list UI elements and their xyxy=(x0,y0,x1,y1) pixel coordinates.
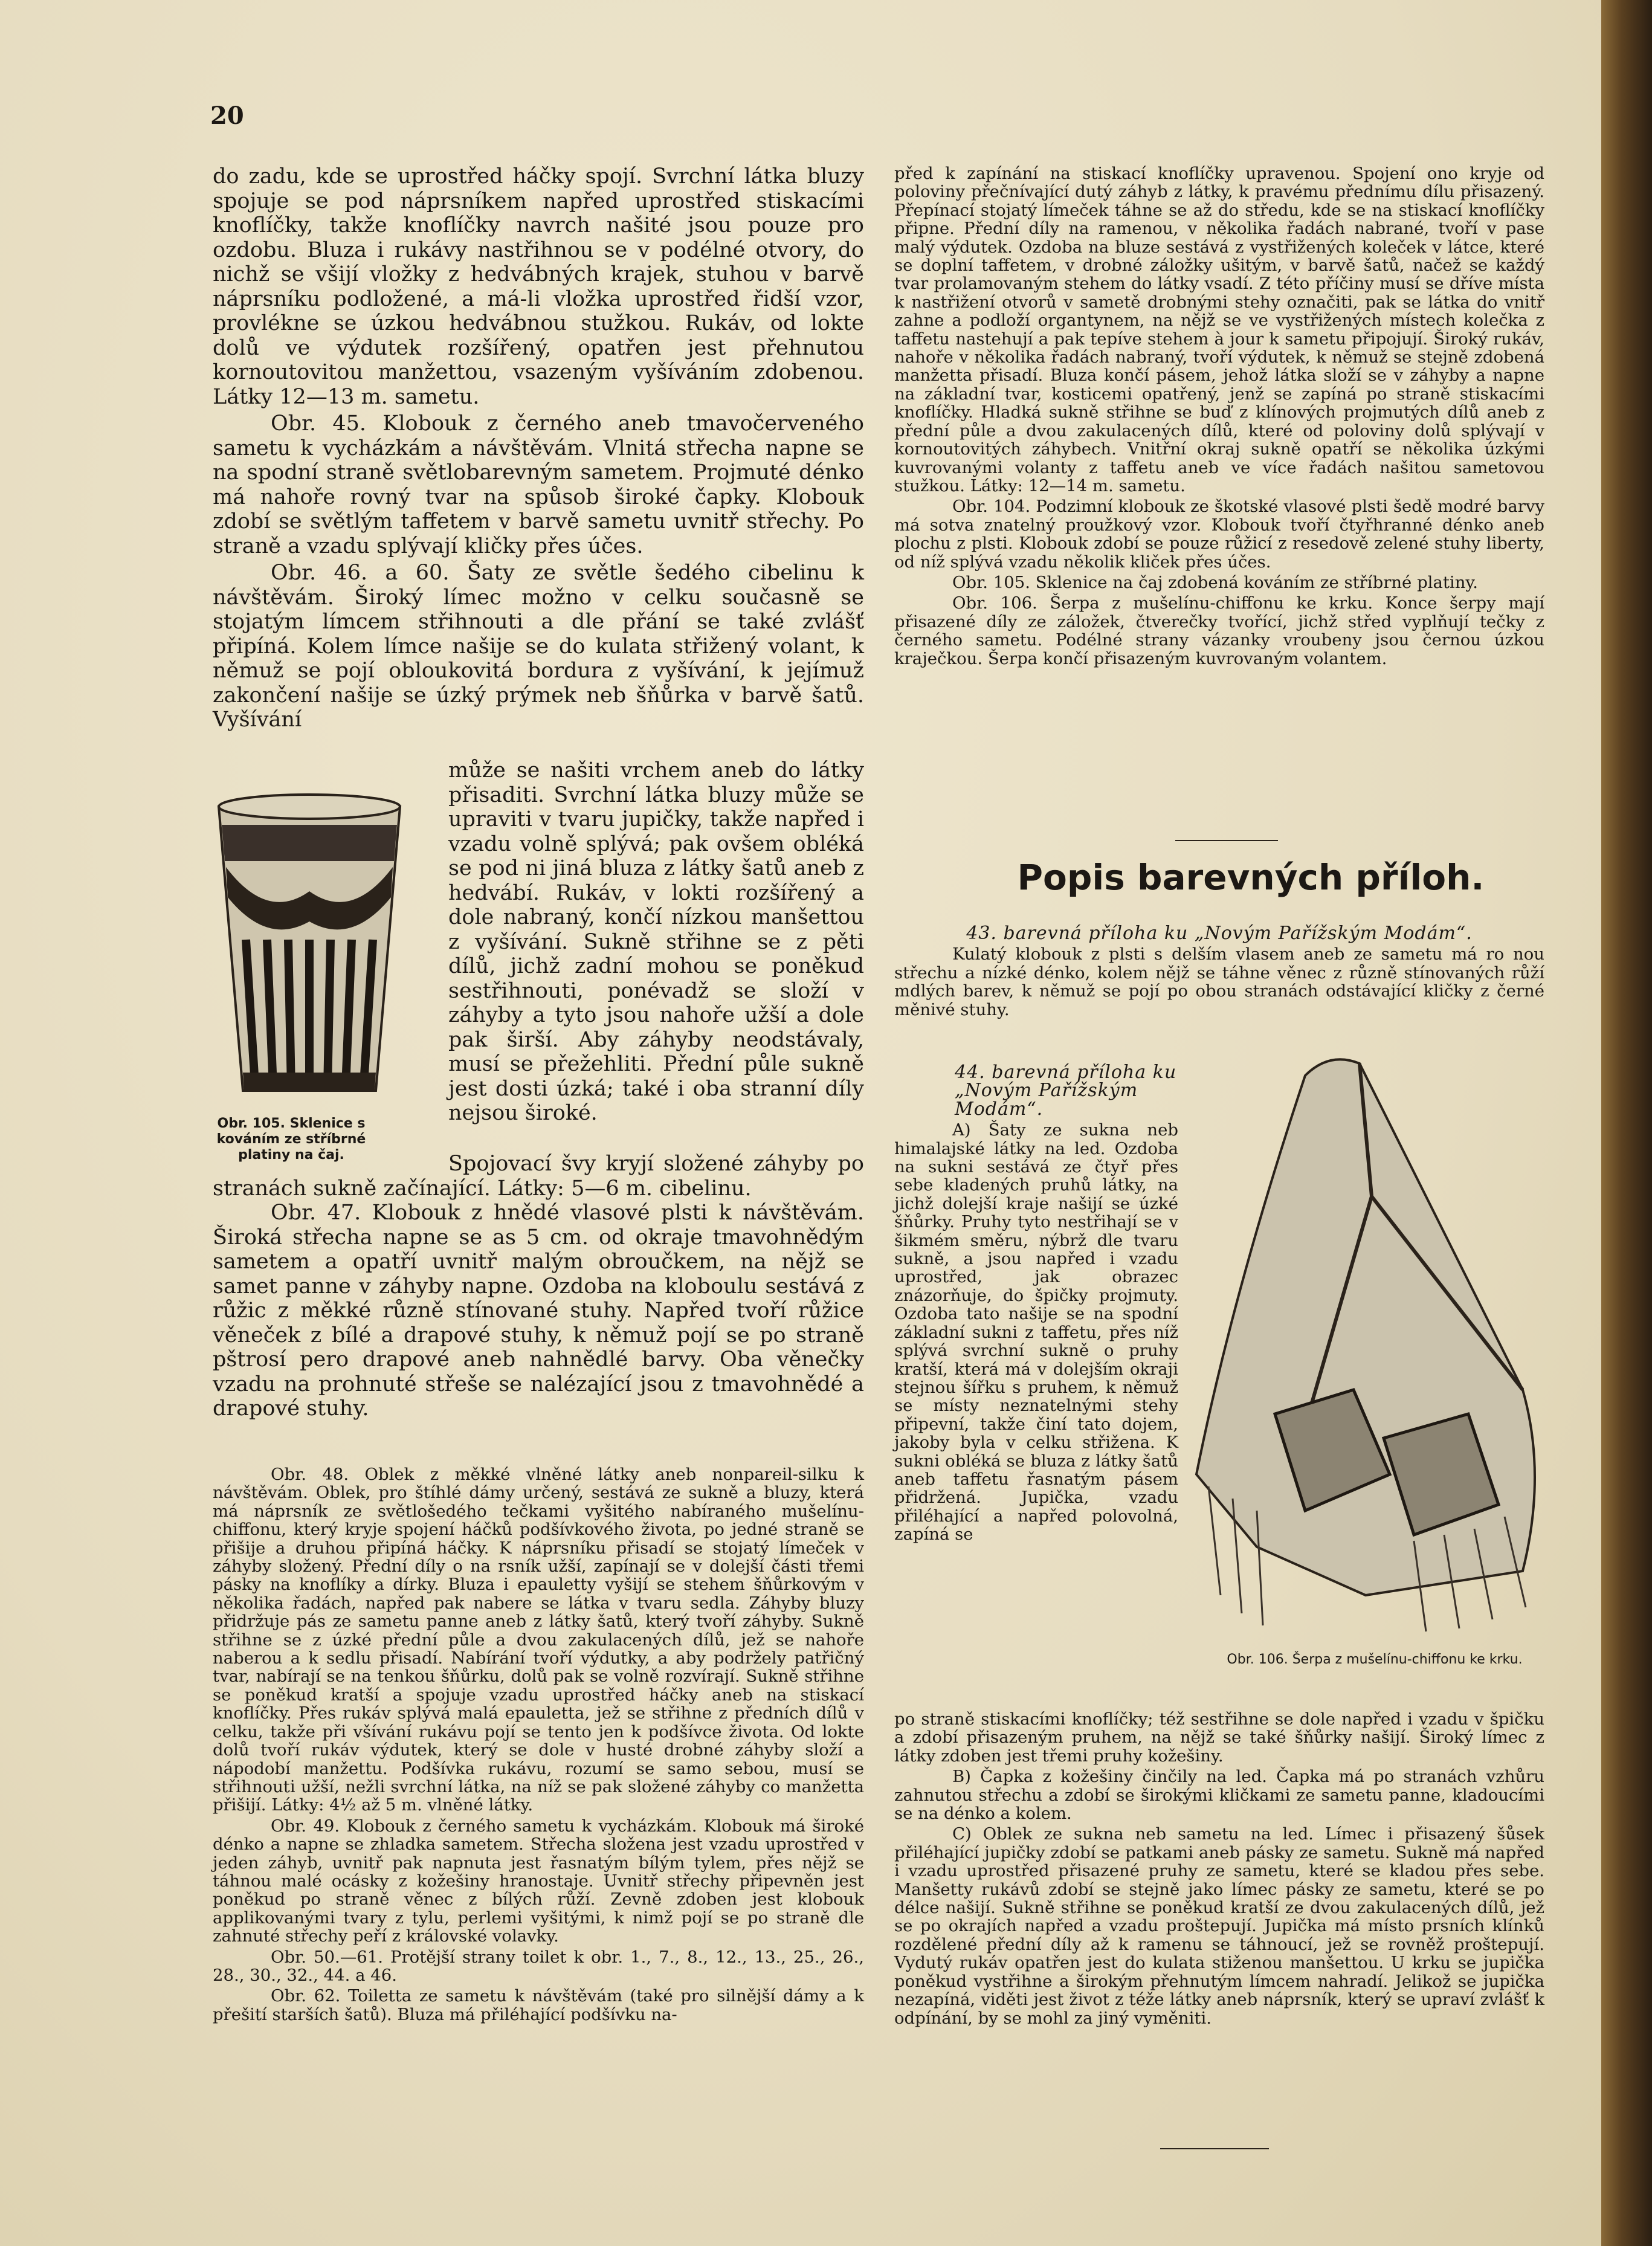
paragraph-obr-47: Obr. 47. Klobouk z hnědé vlasové plsti k návštěvám. Široká střecha napne se as 5 cm. od okraje tmavohnědým sametem a opatří uvnitř malým obroučkem, na nějž se samet panne v záhyby napne. Ozdoba na kloboulu sestává z růžic z měkké různě stínované stuhy. Napřed tvoří růžice věneček z bílé a drapové stuhy, k němuž pojí se po straně pštrosí pero drapové aneb nahnědlé barvy. Oba věnečky vzadu na prohnuté střeše se nalézající jsou z tmavohnědé a drapové stuhy. xyxy=(213,1201,864,1421)
right-column-bottom xyxy=(894,1710,1544,2030)
chiffon-scarf-icon xyxy=(1184,1051,1565,1644)
left-column-after-wrap xyxy=(213,1152,864,1424)
tea-glass-icon xyxy=(195,789,424,1103)
paragraph: do zadu, kde se uprostřed háčky spojí. Svrchní látka bluzy spojuje se pod náprsníkem napřed uprostřed stiskacími knoflíčky, takže knoflíčky navrch našité jsou pouze pro ozdobu. Bluza i rukávy nastřihnou se v podélné otvory, do nichž se všijí vložky z hedvábných krajek, stuhou v barvě náprsníku podložené, a má-li vložka uprostřed řidší vzor, provlékne se úzkou hedvábnou stužkou. Rukáv, od lokte dolů ve výdutek rozšířený, opatřen jest přehnutou kornoutovitou manžettou, vsazeným vyšíváním zdobenou. Látky 12—13 m. sametu. xyxy=(213,164,864,409)
right-column-top xyxy=(894,164,1544,670)
paragraph-after-wrap: Spojovací švy kryjí složené záhyby po stranách sukně začínající. Látky: 5—6 m. cibelinu. xyxy=(213,1152,864,1201)
paragraph-obr-104: Obr. 104. Podzimní klobouk ze škotské vlasové plsti šedě modré barvy má sotva znatelný proužkový vzor. Klobouk tvoří čtyřhranné dénko aneb plochu z plsti. Klobouk zdobí se pouze růžicí z resedově zelené stuhy liberty, od níž splývá vzadu několik kliček přes účes. xyxy=(894,497,1544,572)
left-column-small xyxy=(213,1465,864,2026)
divider xyxy=(1160,2148,1269,2149)
paragraph: před k zapínání na stiskací knoflíčky upravenou. Spojení ono kryje od poloviny přečnívající dutý záhyb z látky, k pravému přednímu dílu přisazený. Přepínací stojatý límeček táhne se až do středu, kde se na stiskací knoflíčky připne. Přední díly na ramenou, v několika řadách nabrané, tvoří v pase malý výdutek. Ozdoba na bluze sestává z vystřižených koleček v látce, které se doplní taffetem, v drobné záložky ušitým, v barvě šatů, načež se každý tvar prolamovaným stehem do látky vsadí. Z této příčiny musí se dříve místa k nastřižení otvorů v sametě drobnými stehy označiti, pak se látka do vnitř zahne a podloží organtynem, na nějž se ve vystřižených místech kolečka z taffetu nastehují a pak tepíve stehem à jour k sametu připojují. Široký rukáv, nahoře v několika řadách nabraný, tvoří výdutek, k němuž se stejně zdobená manžetta přisadí. Bluza končí pásem, jehož látka složí se v záhyby a napne na základní tvar, kosticemi opatřený, jenž se zapíná po straně stiskacími knoflíčky. Hladká sukně střihne se buď z klínových projmutých dílů aneb z přední půle a dvou zakulacených dílů, které od poloviny dolů splývají v kornoutovitých záhybech. Vnitřní okraj sukně opatří se několika úzkými kuvrovanými volanty z taffetu aneb ve více řadách našitou sametovou stužkou. Látky: 12—14 m. sametu. xyxy=(894,164,1544,495)
paragraph-obr-50: Obr. 50.—61. Protější strany toilet k obr. 1., 7., 8., 12., 13., 25., 26., 28., 30., 32., 44. a 46. xyxy=(213,1947,864,1985)
figure-105 xyxy=(195,789,424,1163)
paragraph-44c: C) Oblek ze sukna neb sametu na led. Límec i přisazený šůsek přiléhající jupičky zdobí se patkami aneb pásky ze sametu. Sukně má napřed i vzadu uprostřed přisazené pruhy ze sametu, které se kladou přes sebe. Manšetty rukávů zdobí se stejně jako límec pásky ze sametu, které se po délce našijí. Sukně střihne se poněkud kratší ze dvou zakulacených dílů, jež se po okrajích napřed a vzadu proštepují. Jupička má místo prsních klínků rozdělené přední díly až k ramenu se táhnoucí, jež se rovněž proštepují. Vydutý rukáv opatřen jest do kulata stiženou manšettou. U krku se jupička poněkud vystřihne a širokým přehnutým límcem nahradí. Jelikož se jupička nezapíná, viděti jest život z téže látky aneb náprsník, který se upraví zvlášť k odpínání, by se mohl za jiný vyměniti. xyxy=(894,1824,1544,2028)
divider xyxy=(1175,840,1278,841)
page-number: 20 xyxy=(210,102,244,130)
paragraph-obr-48: Obr. 48. Oblek z měkké vlněné látky aneb nonpareil-silku k návštěvám. Oblek, pro štíhlé dámy určený, sestává ze sukně a bluzy, která má náprsník ze světlošedého tečkami vyšitého nabíraného mušelínu-chiffonu, který kryje spojení háčků podšívkového života, po jedné straně se přišije a druhou připíná háčky. K náprsníku přisadí se stojatý límeček v záhyby složený. Přední díly o na rsník užší, zapínají se v dolejší části třemi pásky na knoflíky a dírky. Bluza i epauletty vyšijí se stehem šňůrkovým v několika řadách, napřed pak nabere se látka v tvaru sedla. Záhyby bluzy přidržuje pás ze sametu panne aneb z látky šatů, který tvoří záhyby. Sukně střihne se z úzké přední půle a dvou zakulacených dílů, jež se nahoře naberou a k sedlu přisadí. Nabírání tvoří výdutky, a aby podržely patřičný tvar, nabírají se na tenkou šňůrku, dolů pak se volně rozvírají. Sukně střihne se poněkud kratší a spojuje vzadu uprostřed háčky aneb na stiskací knoflíčky. Přes rukáv splývá malá epauletta, jež se střihne z předních dílů v celku, takže při všívání rukávu pojí se tento jen k podšívce života. Od lokte dolů tvoří rukáv výdutek, který se dole v husté drobné záhyby složí a nápodobí manžettu. Podšívka rukávu, rozumí se samo sebou, musí se střihnouti užší, nežli svrchní látka, na níž se pak složené záhyby co manžetta přišijí. Látky: 4½ až 5 m. vlněné látky. xyxy=(213,1465,864,1815)
figure-105-caption: Obr. 105. Sklenice s kováním ze stříbrné platiny na čaj. xyxy=(216,1116,366,1163)
section-heading: Popis barevných příloh. xyxy=(1017,857,1485,898)
subheading-43: 43. barevná příloha ku „Novým Pařížským Modám“. xyxy=(966,923,1473,944)
paragraph-44a: A) Šaty ze sukna neb himalajské látky na led. Ozdoba na sukni sestává ze čtyř přes sebe kladených pruhů látky, na jichž dolejší kraje našijí se úzké šňůrky. Pruhy tyto nestřihají se v šikmém směru, nýbrž dle tvaru sukně, a jsou napřed i vzadu uprostřed, jak obrazec znázorňuje, do špičky projmuty. Ozdoba tato našije se na spodní základní sukni z taffetu, přes níž splývá svrchní sukně o pruhy kratší, která má v dolejším okraji stejnou šířku s pruhem, k němuž se místy neznatelnými stehy připevní, takže činí tato dojem, jakoby byla v celku střižena. K sukni obléká se bluza z látky šatů aneb taffetu řasnatým pásem přidržená. Jupička, vzadu přiléhající a napřed polovolná, zapíná se xyxy=(894,1120,1178,1544)
paragraph-obr-62: Obr. 62. Toiletta ze sametu k návštěvám (také pro silnější dámy a k přešití starších šatů). Bluza má přiléhající podšívku na- xyxy=(213,1986,864,2024)
paragraph-44b: B) Čapka z kožešiny činčily na led. Čapka má po stranách vzhůru zahnutou střechu a zdobí se širokými kličkami ze sametu panne, kladoucími se na dénko a kolem. xyxy=(894,1767,1544,1824)
paragraph-44a-continued: po straně stiskacími knoflíčky; též sestřihne se dole napřed i vzadu v špičku a zdobí přisazeným pruhem, na nějž se také šňůrky našijí. Široký límec z látky zdoben jest třemi pruhy kožešiny. xyxy=(894,1709,1544,1766)
paragraph-obr-49: Obr. 49. Klobouk z černého sametu k vycházkám. Klobouk má široké dénko a napne se zhladka sametem. Střecha složena jest vzadu uprostřed v jeden záhyb, uvnitř pak napnuta jest řasnatým bílým tylem, přes nějž se táhnou malé ocásky z kožešiny hranostaje. Uvnitř střechy připevněn jest poněkud po straně věnec z bílých růží. Zevně zdoben jest klobouk applikovanými tvary z tylu, perlemi vyšitými, k nimž pojí se po straně dle zahnuté střechy peří z královské volavky. xyxy=(213,1816,864,1946)
figure-106-caption: Obr. 106. Šerpa z mušelínu-chiffonu ke krku. xyxy=(1227,1652,1523,1667)
right-column-44 xyxy=(894,1063,1178,1546)
paragraph-43: Kulatý klobouk z plsti s delším vlasem aneb ze sametu má ro nou střechu a nízké dénko, kolem nějž se táhne věnec z různě stínovaných růží mdlých barev, k němuž se pojí po obou stranách odstávající kličky z černé měnivé stuhy. xyxy=(894,944,1544,1019)
paragraph-obr-106: Obr. 106. Šerpa z mušelínu-chiffonu ke krku. Konce šerpy mají přisazené díly ze záložek, čtverečky tvořící, jichž střed vyplňují tečky z černého sametu. Podélné strany vázanky vroubeny jsou černou úzkou kraječkou. Šerpa končí přisazeným kuvrovaným volantem. xyxy=(894,593,1544,668)
right-column-43 xyxy=(894,925,1544,1021)
left-column-wrap xyxy=(448,758,864,1128)
paragraph-obr-105: Obr. 105. Sklenice na čaj zdobená kováním ze stříbrné platiny. xyxy=(952,572,1479,592)
book-spine xyxy=(1601,0,1652,2246)
subheading-44: 44. barevná příloha ku „Novým Pařížským Modám“. xyxy=(955,1062,1177,1120)
paragraph-obr-46: Obr. 46. a 60. Šaty ze světle šedého cibelinu k návštěvám. Široký límec možno v celku současně se stojatým límcem střihnouti a dle přání se také zvlášť připíná. Kolem límce našije se do kulata střižený volant, k němuž se pojí obloukovitá bordura z vyšívání, k jejímuž zakončení našije se úzký prýmek neb šňůrka v barvě šatů. Vyšívání xyxy=(213,561,864,732)
paragraph-wrap: může se našiti vrchem aneb do látky přisaditi. Svrchní látka bluzy může se upraviti v tvaru jupičky, takže napřed i vzadu volně splývá; pak ovšem obléká se pod ni jiná bluza z látky šatů aneb z hedvábí. Rukáv, v lokti rozšířený a dole nabraný, končí nízkou manšettou z vyšívání. Sukně střihne se z pěti dílů, jichž zadní mohou se poněkud sestřihnouti, ponévadž se složí v záhyby a tyto jsou nahoře užší a dole pak širší. Aby záhyby neodstávaly, musí se přežehliti. Přední půle sukně jest dosti úzká; také i oba stranní díly nejsou široké. xyxy=(448,758,864,1125)
figure-106 xyxy=(1184,1051,1565,1686)
paragraph-obr-45: Obr. 45. Klobouk z černého aneb tmavočerveného sametu k vycházkám a návštěvám. Vlnitá střecha napne se na spodní straně světlobarevným sametem. Projmuté dénko má nahoře rovný tvar na spůsob široké čapky. Klobouk zdobí se světlým taffetem v barvě sametu uvnitř střechy. Po straně a vzadu splývají kličky přes účes. xyxy=(213,411,864,558)
left-column-top xyxy=(213,164,864,735)
